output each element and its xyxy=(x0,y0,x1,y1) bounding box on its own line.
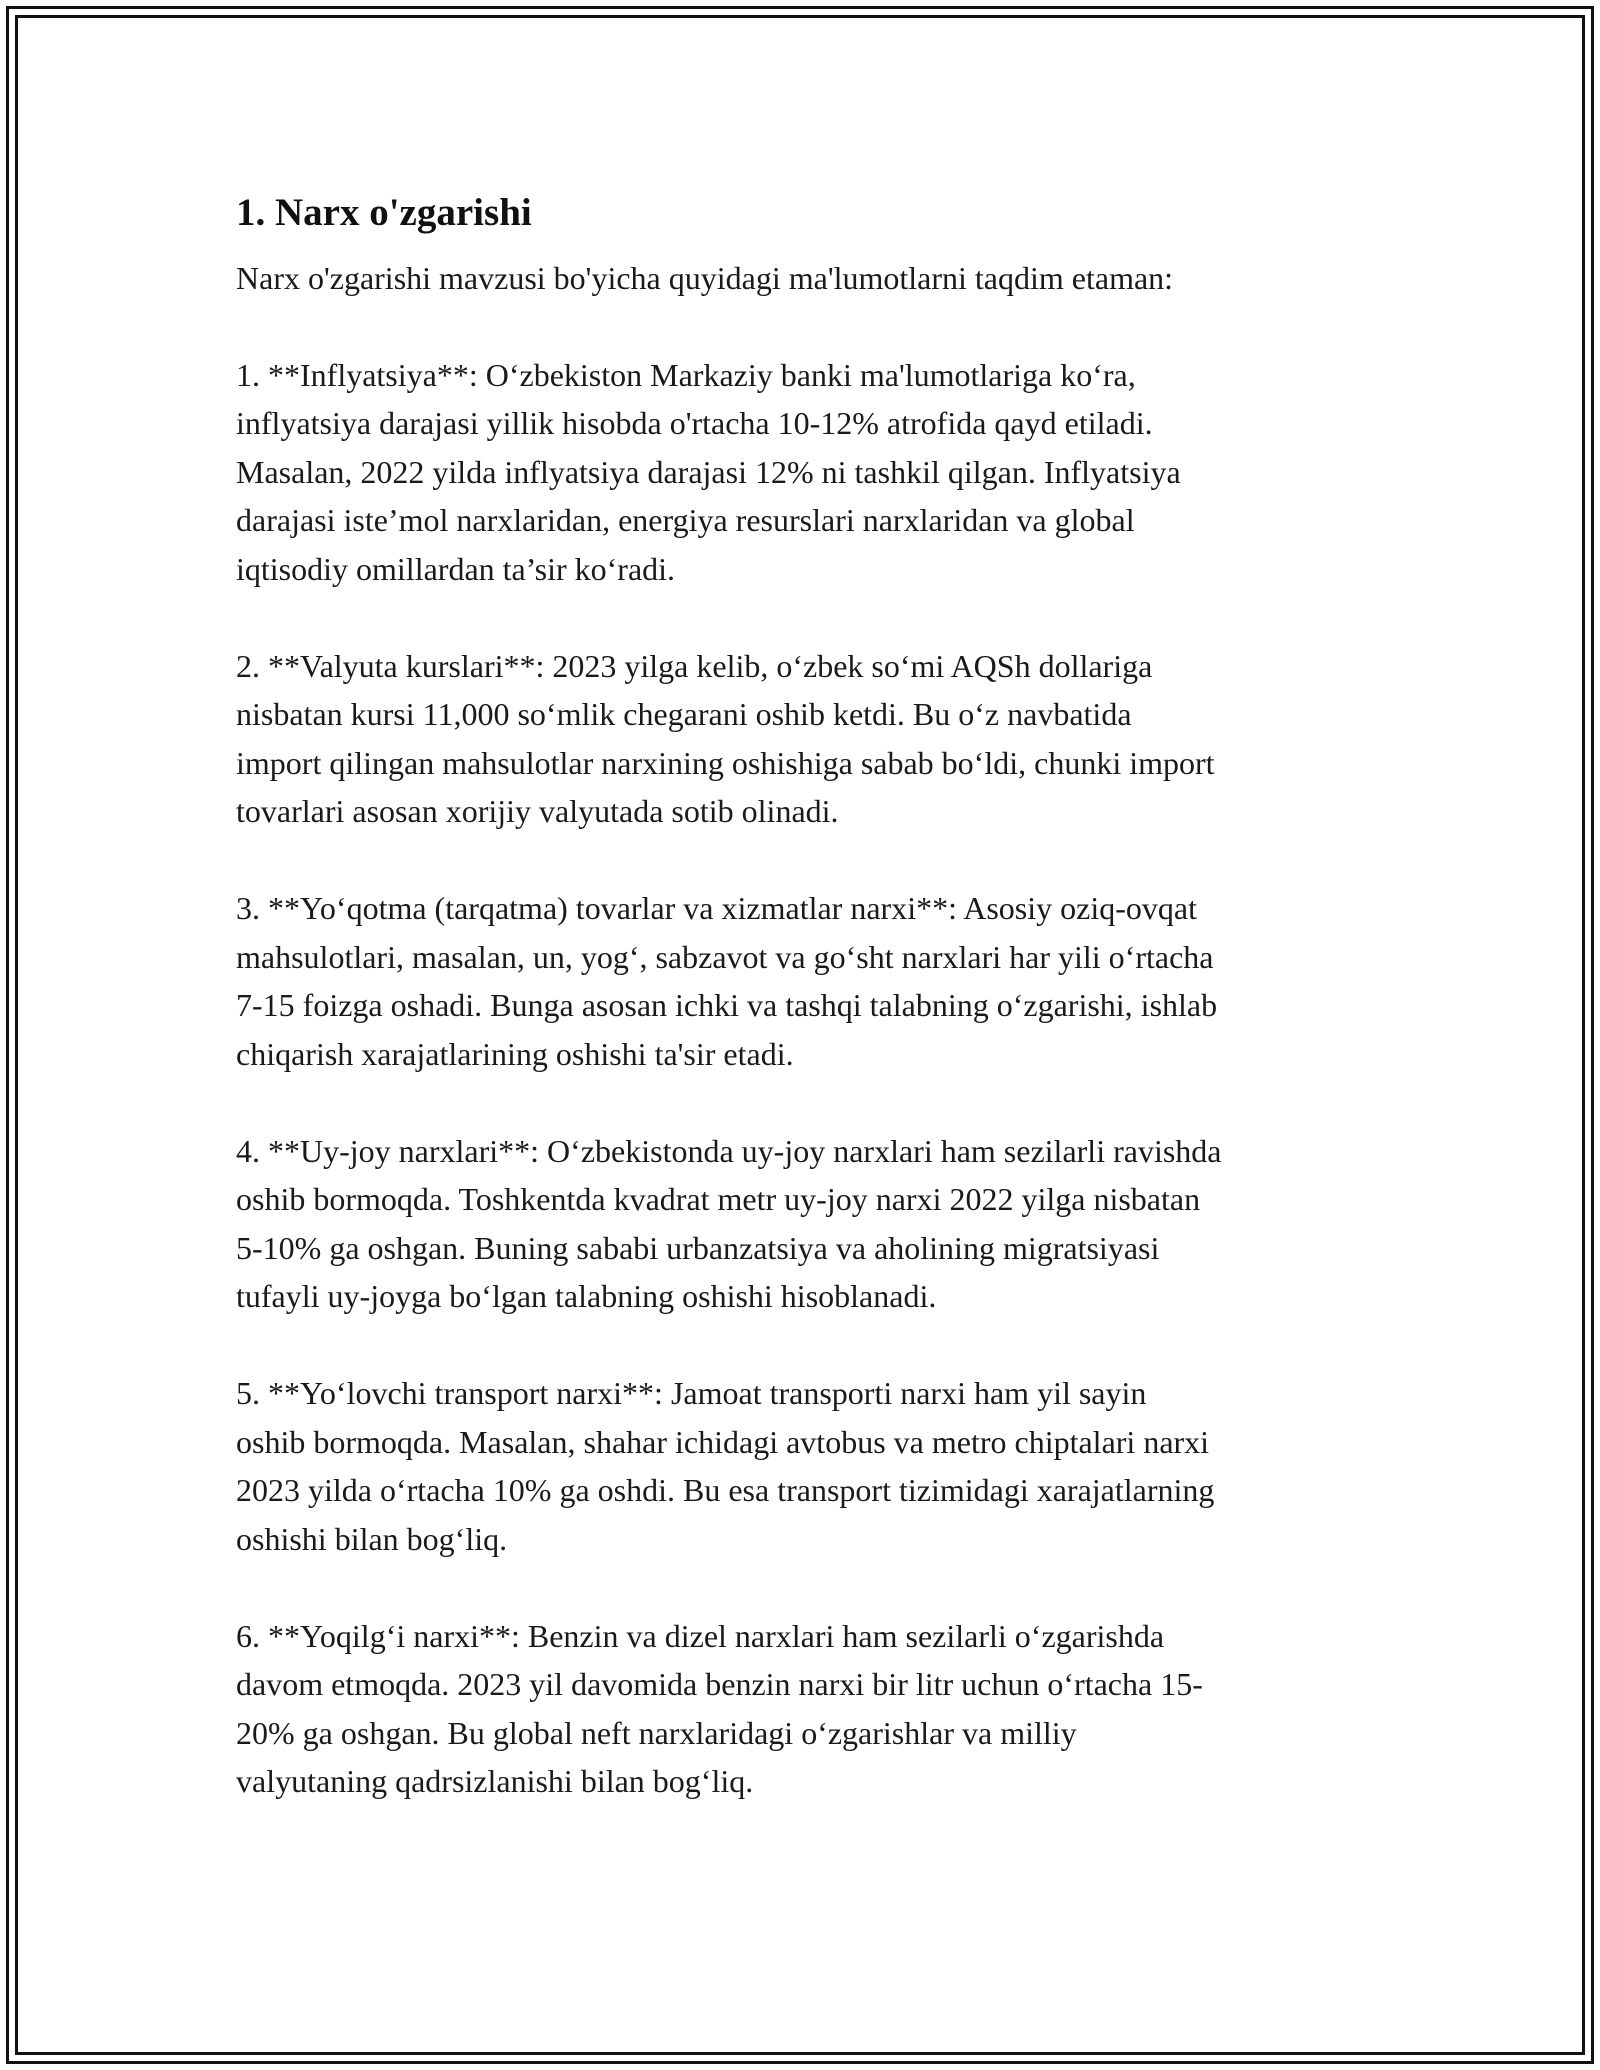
list-item-housing: 4. **Uy-joy narxlari**: O‘zbekistonda uy-joy narxlari ham sezilarli ravishda oshib bormoqda. Toshkentda kvadrat metr uy-joy narxi 2022 yilga nisbatan 5-10% ga oshgan. Buning sababi urbanzatsiya va aholining migratsiyasi tufayli uy-joyga bo‘lgan talabning oshishi hisoblanadi. xyxy=(236,1132,1222,1314)
list-item-inflation: 1. **Inflyatsiya**: O‘zbekiston Markaziy banki ma'lumotlariga ko‘ra, inflyatsiya darajasi yillik hisobda o'rtacha 10-12% atrofida qayd etiladi. Masalan, 2022 yilda inflyatsiya darajasi 12% ni tashkil qilgan. Inflyatsiya darajasi iste’mol narxlaridan, energiya resurslari narxlaridan va global iqtisodiy omillardan ta’sir ko‘radi. xyxy=(236,356,1181,587)
list-item-exchange-rates: 2. **Valyuta kurslari**: 2023 yilga kelib, o‘zbek so‘mi AQSh dollariga nisbatan kursi 11,000 so‘mlik chegarani oshib ketdi. Bu o‘z navbatida import qilingan mahsulotlar narxining oshishiga sabab bo‘ldi, chunki import tovarlari asosan xorijiy valyutada sotib olinadi. xyxy=(236,647,1215,829)
list-item-transport: 5. **Yo‘lovchi transport narxi**: Jamoat transporti narxi ham yil sayin oshib bormoqda. Masalan, shahar ichidagi avtobus va metro chiptalari narxi 2023 yilda o‘rtacha 10% ga oshdi. Bu esa transport tizimidagi xarajatlarning oshishi bilan bog‘liq. xyxy=(236,1375,1215,1557)
section-heading: 1. Narx o'zgarishi xyxy=(236,191,532,234)
list-item-fuel: 6. **Yoqilg‘i narxi**: Benzin va dizel narxlari ham sezilarli o‘zgarishda davom etmoqda. 2023 yil davomida benzin narxi bir litr uchun o‘rtacha 15- 20% ga oshgan. Bu global neft narxlaridagi o‘zgarishlar va milliy valyutaning qadrsizlanishi bilan bog‘liq. xyxy=(236,1617,1203,1799)
document-body xyxy=(236,180,1386,1854)
list-item-goods-services: 3. **Yo‘qotma (tarqatma) tovarlar va xizmatlar narxi**: Asosiy oziq-ovqat mahsulotlari, masalan, un, yog‘, sabzavot va go‘sht narxlari har yili o‘rtacha 7-15 foizga oshadi. Bunga asosan ichki va tashqi talabning o‘zgarishi, ishlab chiqarish xarajatlarining oshishi ta'sir etadi. xyxy=(236,890,1218,1072)
intro-paragraph: Narx o'zgarishi mavzusi bo'yicha quyidagi ma'lumotlarni taqdim etaman: xyxy=(236,260,1174,296)
